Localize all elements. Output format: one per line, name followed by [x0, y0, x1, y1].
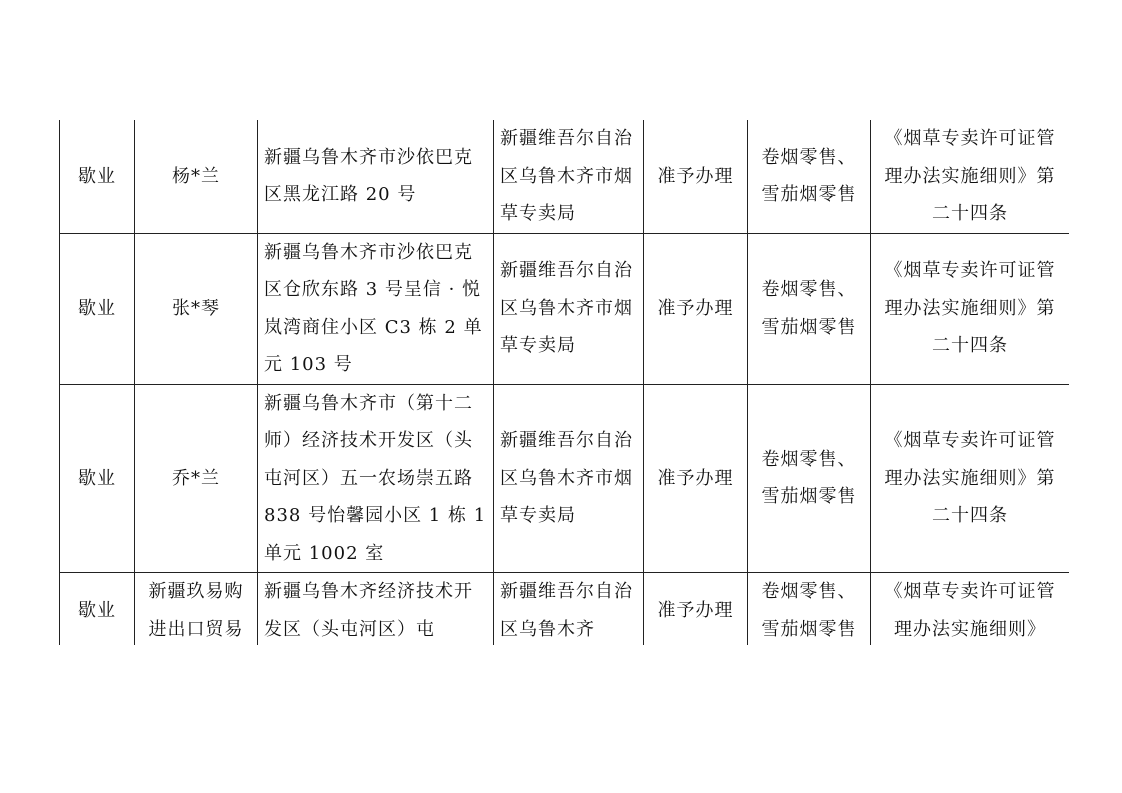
change-type-cell: 歇业	[60, 573, 135, 646]
change-type-cell: 歇业	[60, 384, 135, 573]
legal-basis-cell: 《烟草专卖许可证管理办法实施细则》第二十四条	[871, 233, 1070, 384]
change-type-cell: 歇业	[60, 120, 135, 233]
legal-basis-cell: 《烟草专卖许可证管理办法实施细则》第二十四条	[871, 384, 1070, 573]
license-scope-cell: 卷烟零售、雪茄烟零售	[748, 233, 871, 384]
authority-cell: 新疆维吾尔自治区乌鲁木齐市烟草专卖局	[494, 384, 644, 573]
decision-cell: 准予办理	[644, 573, 748, 646]
business-address-cell: 新疆乌鲁木齐经济技术开发区（头屯河区）屯	[258, 573, 494, 646]
holder-name-cell: 张*琴	[135, 233, 258, 384]
change-type-cell: 歇业	[60, 233, 135, 384]
decision-cell: 准予办理	[644, 233, 748, 384]
business-address-cell: 新疆乌鲁木齐市（第十二师）经济技术开发区（头屯河区）五一农场崇五路 838 号怡馨园小区 1 栋 1 单元 1002 室	[258, 384, 494, 573]
holder-name-cell: 杨*兰	[135, 120, 258, 233]
license-scope-cell: 卷烟零售、雪茄烟零售	[748, 573, 871, 646]
authority-cell: 新疆维吾尔自治区乌鲁木齐	[494, 573, 644, 646]
business-address-cell: 新疆乌鲁木齐市沙依巴克区黑龙江路 20 号	[258, 120, 494, 233]
legal-basis-cell: 《烟草专卖许可证管理办法实施细则》	[871, 573, 1070, 646]
table-row	[60, 233, 1070, 384]
authority-cell: 新疆维吾尔自治区乌鲁木齐市烟草专卖局	[494, 233, 644, 384]
decision-cell: 准予办理	[644, 384, 748, 573]
table-row	[60, 384, 1070, 573]
holder-name-cell: 新疆玖易购进出口贸易	[135, 573, 258, 646]
decision-cell: 准予办理	[644, 120, 748, 233]
table-row	[60, 120, 1070, 233]
business-address-cell: 新疆乌鲁木齐市沙依巴克区仓欣东路 3 号呈信 · 悦岚湾商住小区 C3 栋 2 单元 103 号	[258, 233, 494, 384]
license-records-table	[59, 120, 1069, 645]
authority-cell: 新疆维吾尔自治区乌鲁木齐市烟草专卖局	[494, 120, 644, 233]
legal-basis-cell: 《烟草专卖许可证管理办法实施细则》第二十四条	[871, 120, 1070, 233]
holder-name-cell: 乔*兰	[135, 384, 258, 573]
license-scope-cell: 卷烟零售、雪茄烟零售	[748, 120, 871, 233]
license-scope-cell: 卷烟零售、雪茄烟零售	[748, 384, 871, 573]
document-page	[59, 120, 1069, 645]
table-row	[60, 573, 1070, 646]
